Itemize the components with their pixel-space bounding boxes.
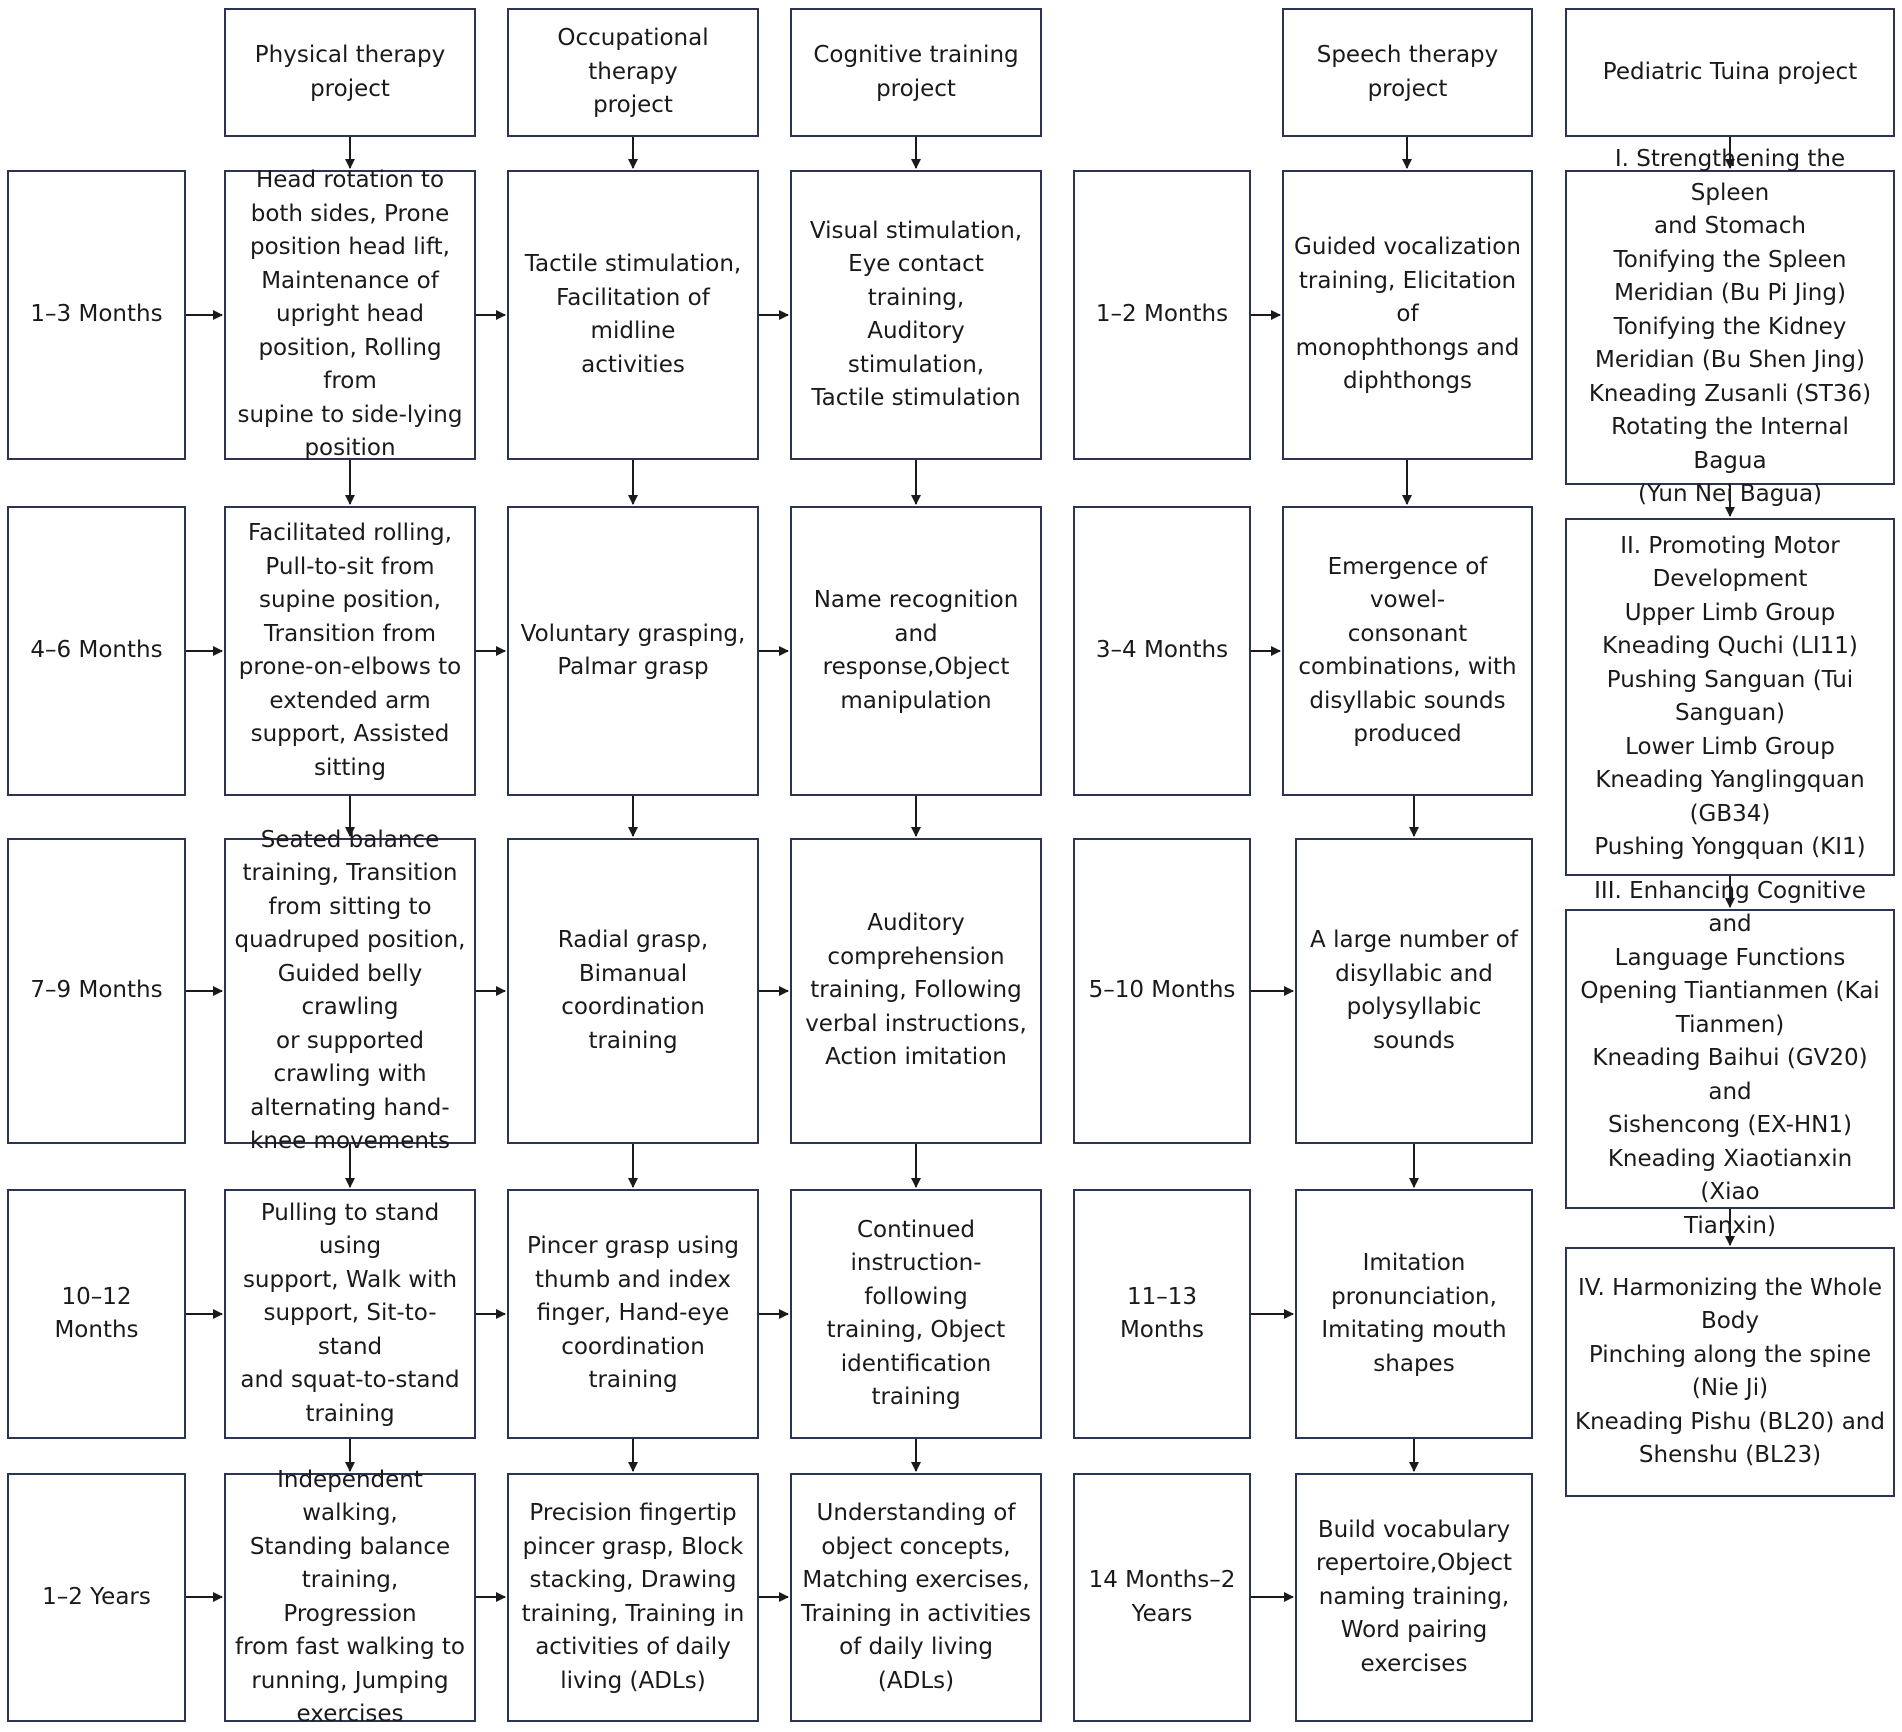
occupational-therapy-step-1-text: Tactile stimulation, Facilitation of midline activities	[524, 251, 742, 378]
speech-age-1-label: 1–2 Months	[1095, 301, 1229, 328]
tuina-step-3	[1565, 877, 1895, 1239]
tuina-step-1	[1565, 146, 1895, 508]
header-pediatric-tuina-label: Pediatric Tuina project	[1602, 58, 1858, 85]
tuina-step-2	[1565, 518, 1895, 876]
header-cognitive-training	[790, 8, 1042, 137]
physical-therapy-step-4-text: Pulling to stand using support, Walk with support, Sit-to-stand and squat-to-stand training	[240, 1199, 460, 1427]
speech-therapy-step-5-text: Build vocabulary repertoire,Object naming training, Word pairing exercises	[1315, 1516, 1513, 1677]
cognitive-training-step-3	[790, 838, 1042, 1144]
physical-therapy-step-2-text: Facilitated rolling, Pull-to-sit from supine position, Transition from prone-on-elbows to extended arm support, Assisted sitting	[238, 520, 462, 781]
occupational-therapy-step-2	[507, 506, 759, 796]
motor-age-2	[7, 506, 186, 796]
physical-therapy-step-3	[224, 826, 476, 1154]
motor-age-3-label: 7–9 Months	[30, 977, 163, 1004]
cognitive-training-step-2-text: Name recognition and response,Object manipulation	[813, 587, 1019, 714]
cognitive-training-step-3-text: Auditory comprehension training, Following verbal instructions, Action imitation	[805, 910, 1027, 1071]
occupational-therapy-step-4	[507, 1189, 759, 1439]
physical-therapy-step-3-text: Seated balance training, Transition from sitting to quadruped position, Guided belly crawling or supported crawling with alternating hand- knee movements	[234, 826, 466, 1154]
header-cognitive-training-label: Cognitive training project	[813, 42, 1019, 102]
speech-age-2	[1073, 506, 1251, 796]
header-occupational-therapy-label: Occupational therapy project	[557, 25, 709, 119]
motor-age-4	[7, 1189, 186, 1439]
tuina-step-4	[1565, 1247, 1895, 1497]
speech-therapy-step-2	[1282, 506, 1533, 796]
speech-age-3	[1073, 838, 1251, 1144]
occupational-therapy-step-1	[507, 170, 759, 460]
speech-age-1	[1073, 170, 1251, 460]
speech-therapy-step-5	[1295, 1473, 1533, 1722]
speech-age-3-label: 5–10 Months	[1088, 977, 1236, 1004]
motor-age-1-label: 1–3 Months	[30, 301, 163, 328]
speech-therapy-step-1	[1282, 170, 1533, 460]
cognitive-training-step-4	[790, 1189, 1042, 1439]
header-physical-therapy	[224, 8, 476, 137]
speech-age-5-label: 14 Months–2 Years	[1088, 1567, 1236, 1627]
cognitive-training-step-1	[790, 170, 1042, 460]
header-physical-therapy-label: Physical therapy project	[254, 42, 446, 102]
motor-age-5-label: 1–2 Years	[42, 1583, 151, 1610]
occupational-therapy-step-3	[507, 838, 759, 1144]
occupational-therapy-step-2-text: Voluntary grasping, Palmar grasp	[520, 620, 746, 680]
speech-therapy-step-4-text: Imitation pronunciation, Imitating mouth shapes	[1321, 1250, 1507, 1377]
speech-therapy-step-3	[1295, 838, 1533, 1144]
speech-age-5	[1073, 1473, 1251, 1722]
cognitive-training-step-2	[790, 506, 1042, 796]
header-pediatric-tuina	[1565, 8, 1895, 137]
physical-therapy-step-5	[224, 1466, 476, 1727]
motor-age-3	[7, 838, 186, 1144]
tuina-step-2-text: II. Promoting Motor Development Upper Limb Group Kneading Quchi (LI11) Pushing Sanguan (Tui Sanguan) Lower Limb Group Kneading Yanglingquan (GB34) Pushing Yongquan (KI1)	[1594, 532, 1866, 860]
tuina-step-3-text: III. Enhancing Cognitive and Language Functions Opening Tiantianmen (Kai Tianmen) Kneading Baihui (GV20) and Sishencong (EX-HN1) Kneading Xiaotianxin (Xiao Tianxin)	[1580, 877, 1880, 1239]
physical-therapy-step-5-text: Independent walking, Standing balance training, Progression from fast walking to running, Jumping exercises	[235, 1466, 465, 1727]
header-occupational-therapy	[507, 8, 759, 137]
speech-therapy-step-4	[1295, 1189, 1533, 1439]
cognitive-training-step-4-text: Continued instruction-following training, Object identification training	[826, 1216, 1006, 1410]
motor-age-5	[7, 1473, 186, 1722]
tuina-step-1-text: I. Strengthening the Spleen and Stomach Tonifying the Spleen Meridian (Bu Pi Jing) Tonifying the Kidney Meridian (Bu Shen Jing) Kneading Zusanli (ST36) Rotating the Internal Bagua (Yun Nei Bagua)	[1588, 146, 1872, 508]
motor-age-2-label: 4–6 Months	[30, 637, 163, 664]
physical-therapy-step-4	[224, 1189, 476, 1439]
occupational-therapy-step-4-text: Pincer grasp using thumb and index finger, Hand-eye coordination training	[526, 1233, 740, 1394]
speech-age-4	[1073, 1189, 1251, 1439]
occupational-therapy-step-5	[507, 1473, 759, 1722]
speech-age-2-label: 3–4 Months	[1095, 637, 1229, 664]
header-speech-therapy-label: Speech therapy project	[1316, 42, 1499, 102]
physical-therapy-step-2	[224, 506, 476, 796]
motor-age-4-label: 10–12 Months	[54, 1283, 139, 1343]
speech-therapy-step-3-text: A large number of disyllabic and polysyllabic sounds	[1310, 927, 1518, 1054]
cognitive-training-step-1-text: Visual stimulation, Eye contact training, Auditory stimulation, Tactile stimulation	[809, 217, 1023, 411]
tuina-step-4-text: IV. Harmonizing the Whole Body Pinching along the spine (Nie Ji) Kneading Pishu (BL20) and Shenshu (BL23)	[1575, 1274, 1885, 1468]
header-speech-therapy	[1282, 8, 1533, 137]
cognitive-training-step-5	[790, 1473, 1042, 1722]
cognitive-training-step-5-text: Understanding of object concepts, Matching exercises, Training in activities of daily living (ADLs)	[800, 1500, 1032, 1694]
speech-therapy-step-1-text: Guided vocalization training, Elicitation of monophthongs and diphthongs	[1294, 234, 1521, 395]
occupational-therapy-step-5-text: Precision fingertip pincer grasp, Block stacking, Drawing training, Training in activities of daily living (ADLs)	[521, 1500, 745, 1694]
physical-therapy-step-1	[224, 167, 476, 462]
speech-age-4-label: 11–13 Months	[1119, 1283, 1205, 1343]
speech-therapy-step-2-text: Emergence of vowel- consonant combinations, with disyllabic sounds produced	[1298, 553, 1517, 747]
physical-therapy-step-1-text: Head rotation to both sides, Prone position head lift, Maintenance of upright head position, Rolling from supine to side-lying position	[237, 167, 463, 462]
occupational-therapy-step-3-text: Radial grasp, Bimanual coordination training	[557, 927, 709, 1054]
motor-age-1	[7, 170, 186, 460]
